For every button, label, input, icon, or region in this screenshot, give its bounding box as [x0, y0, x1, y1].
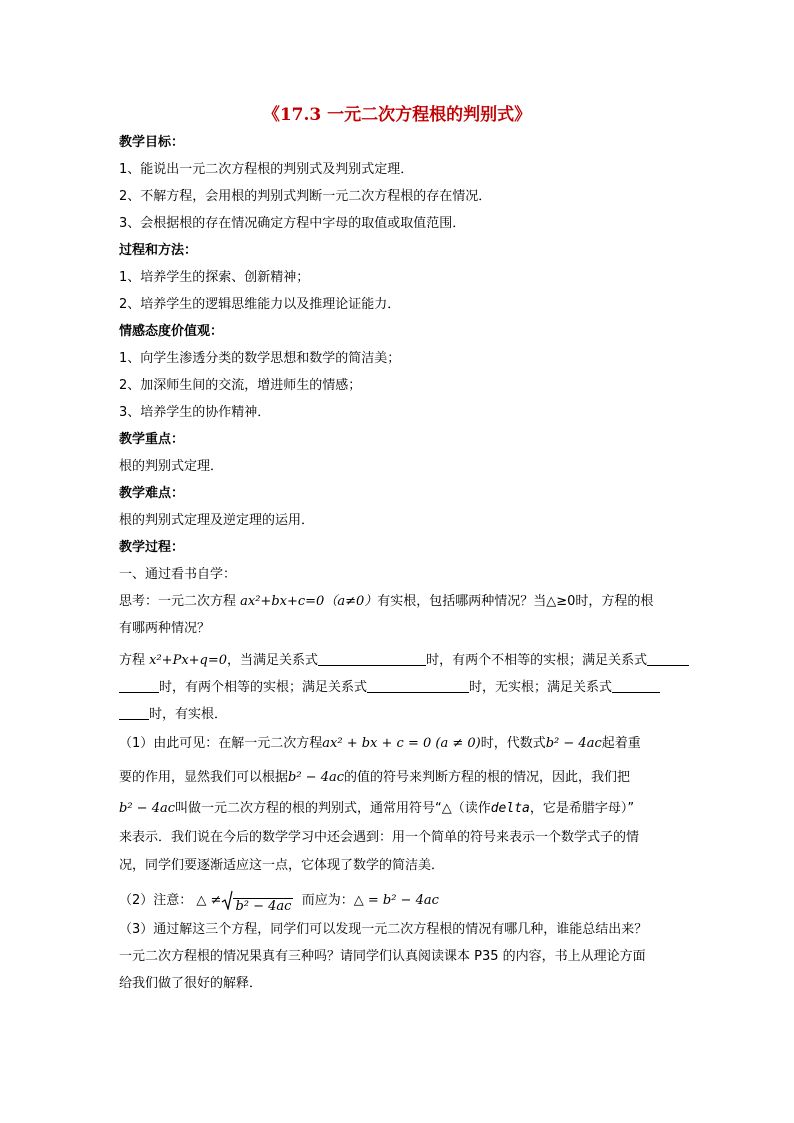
paragraph-1-line-3: [119, 801, 634, 817]
value-item: 2、加深师生间的交流，增进师生的情感；: [119, 378, 362, 393]
relation-text: 时，有两个相等的实根；满足关系式: [159, 680, 368, 695]
paragraph-1-line-1: [119, 736, 641, 752]
fill-blank[interactable]: [367, 679, 469, 693]
section-heading-difficulty: 教学难点：: [119, 486, 185, 501]
relation-text: 时，无实根；满足关系式: [469, 680, 613, 695]
difficulty-text: 根的判别式定理及逆定理的运用．: [119, 513, 315, 528]
paragraph-1-line-4: 来表示．我们说在今后的数学学习中还会遇到：用一个简单的符号来表示一个数学式子的情: [119, 830, 640, 845]
think-text: 有实根，包括哪两种情况？当△≥0时，方程的根: [377, 594, 654, 609]
paragraph-text: 叫做一元二次方程的根的判别式，通常用符号“△（读作: [175, 801, 491, 816]
paragraph-3-line-2: 一元二次方程根的情况果真有三种吗？请同学们认真阅读课本 P35 的内容，书上从理论方面: [119, 949, 646, 964]
paragraph-text: 起着重: [601, 736, 641, 751]
fill-blank[interactable]: [119, 706, 149, 720]
section-heading-values: 情感态度价值观：: [119, 324, 224, 339]
relation-text: 时，有两个不相等的实根；满足关系式: [426, 653, 648, 668]
paragraph-text: ，它是希腊字母）”: [529, 801, 635, 816]
quadratic-equation: ax²+bx+c=0（a≠0）: [240, 594, 378, 609]
method-item: 1、培养学生的探索、创新精神；: [119, 270, 310, 285]
relation-line-2: [119, 679, 660, 696]
think-line-2: 有哪两种情况？: [119, 621, 211, 636]
objective-item: 3、会根据根的存在情况确定方程中字母的取值或取值范围．: [119, 216, 466, 231]
paragraph-1-line-5: 况，同学们要逐渐适应这一点，它体现了数学的简洁美．: [119, 858, 445, 873]
relation-line-1: [119, 652, 689, 669]
paragraph-text: 时，代数式: [480, 736, 546, 751]
equation-xpq: x²+Px+q=0: [149, 653, 228, 668]
think-line-1: [119, 594, 653, 610]
think-text: 思考：一元二次方程: [119, 594, 241, 609]
delta-word: delta: [490, 801, 530, 816]
relation-text: 方程: [119, 653, 150, 668]
section-heading-key-point: 教学重点：: [119, 432, 185, 447]
value-item: 3、培养学生的协作精神．: [119, 405, 271, 420]
quadratic-formula: ax² + bx + c = 0 (a ≠ 0): [322, 736, 481, 751]
method-item: 2、培养学生的逻辑思维能力以及推理论证能力．: [119, 297, 401, 312]
discriminant-expression: b² − 4ac: [545, 736, 602, 751]
paragraph-text: 而应为：: [301, 893, 354, 908]
paragraph-text: 的值的符号来判断方程的根的情况，因此，我们把: [344, 770, 631, 785]
not-equal-expression: △ ≠: [196, 893, 222, 908]
paragraph-3-line-1: （3）通过解这三个方程，同学们可以发现一元二次方程根的情况有哪几种，谁能总结出来？: [119, 922, 648, 937]
square-root: [221, 890, 293, 915]
radical-sign-icon: [221, 890, 233, 910]
paragraph-2: [119, 890, 439, 915]
fill-blank[interactable]: [612, 679, 660, 693]
value-item: 1、向学生渗透分类的数学思想和数学的简洁美；: [119, 351, 401, 366]
document-title: 《17.3 一元二次方程根的判别式》: [262, 105, 532, 125]
radicand: b² − 4ac: [235, 899, 292, 914]
relation-text: ，当满足关系式: [227, 653, 319, 668]
fill-blank[interactable]: [119, 679, 159, 693]
paragraph-text: 要的作用，显然我们可以根据: [119, 770, 289, 785]
section-heading-objectives: 教学目标：: [119, 135, 185, 150]
discriminant-expression: b² − 4ac: [119, 801, 175, 816]
objective-item: 2、不解方程，会用根的判别式判断一元二次方程根的存在情况．: [119, 189, 492, 204]
fill-blank[interactable]: [318, 652, 426, 666]
section-heading-process: 教学过程：: [119, 540, 185, 555]
paragraph-3-line-3: 给我们做了很好的解释．: [119, 976, 263, 991]
relation-line-3: [119, 706, 227, 723]
key-point-text: 根的判别式定理．: [119, 459, 224, 474]
paragraph-text: （2）注意：: [119, 893, 193, 908]
discriminant-expression: b² − 4ac: [288, 770, 345, 785]
fill-blank[interactable]: [647, 652, 689, 666]
relation-text: 时，有实根．: [149, 707, 228, 722]
paragraph-text: （1）由此可见：在解一元二次方程: [119, 736, 323, 751]
paragraph-1-line-2: [119, 770, 630, 786]
process-subheading: 一、通过看书自学：: [119, 567, 237, 582]
discriminant-definition: △ = b² − 4ac: [353, 893, 439, 908]
objective-item: 1、能说出一元二次方程根的判别式及判别式定理．: [119, 162, 414, 177]
section-heading-methods: 过程和方法：: [119, 243, 198, 258]
